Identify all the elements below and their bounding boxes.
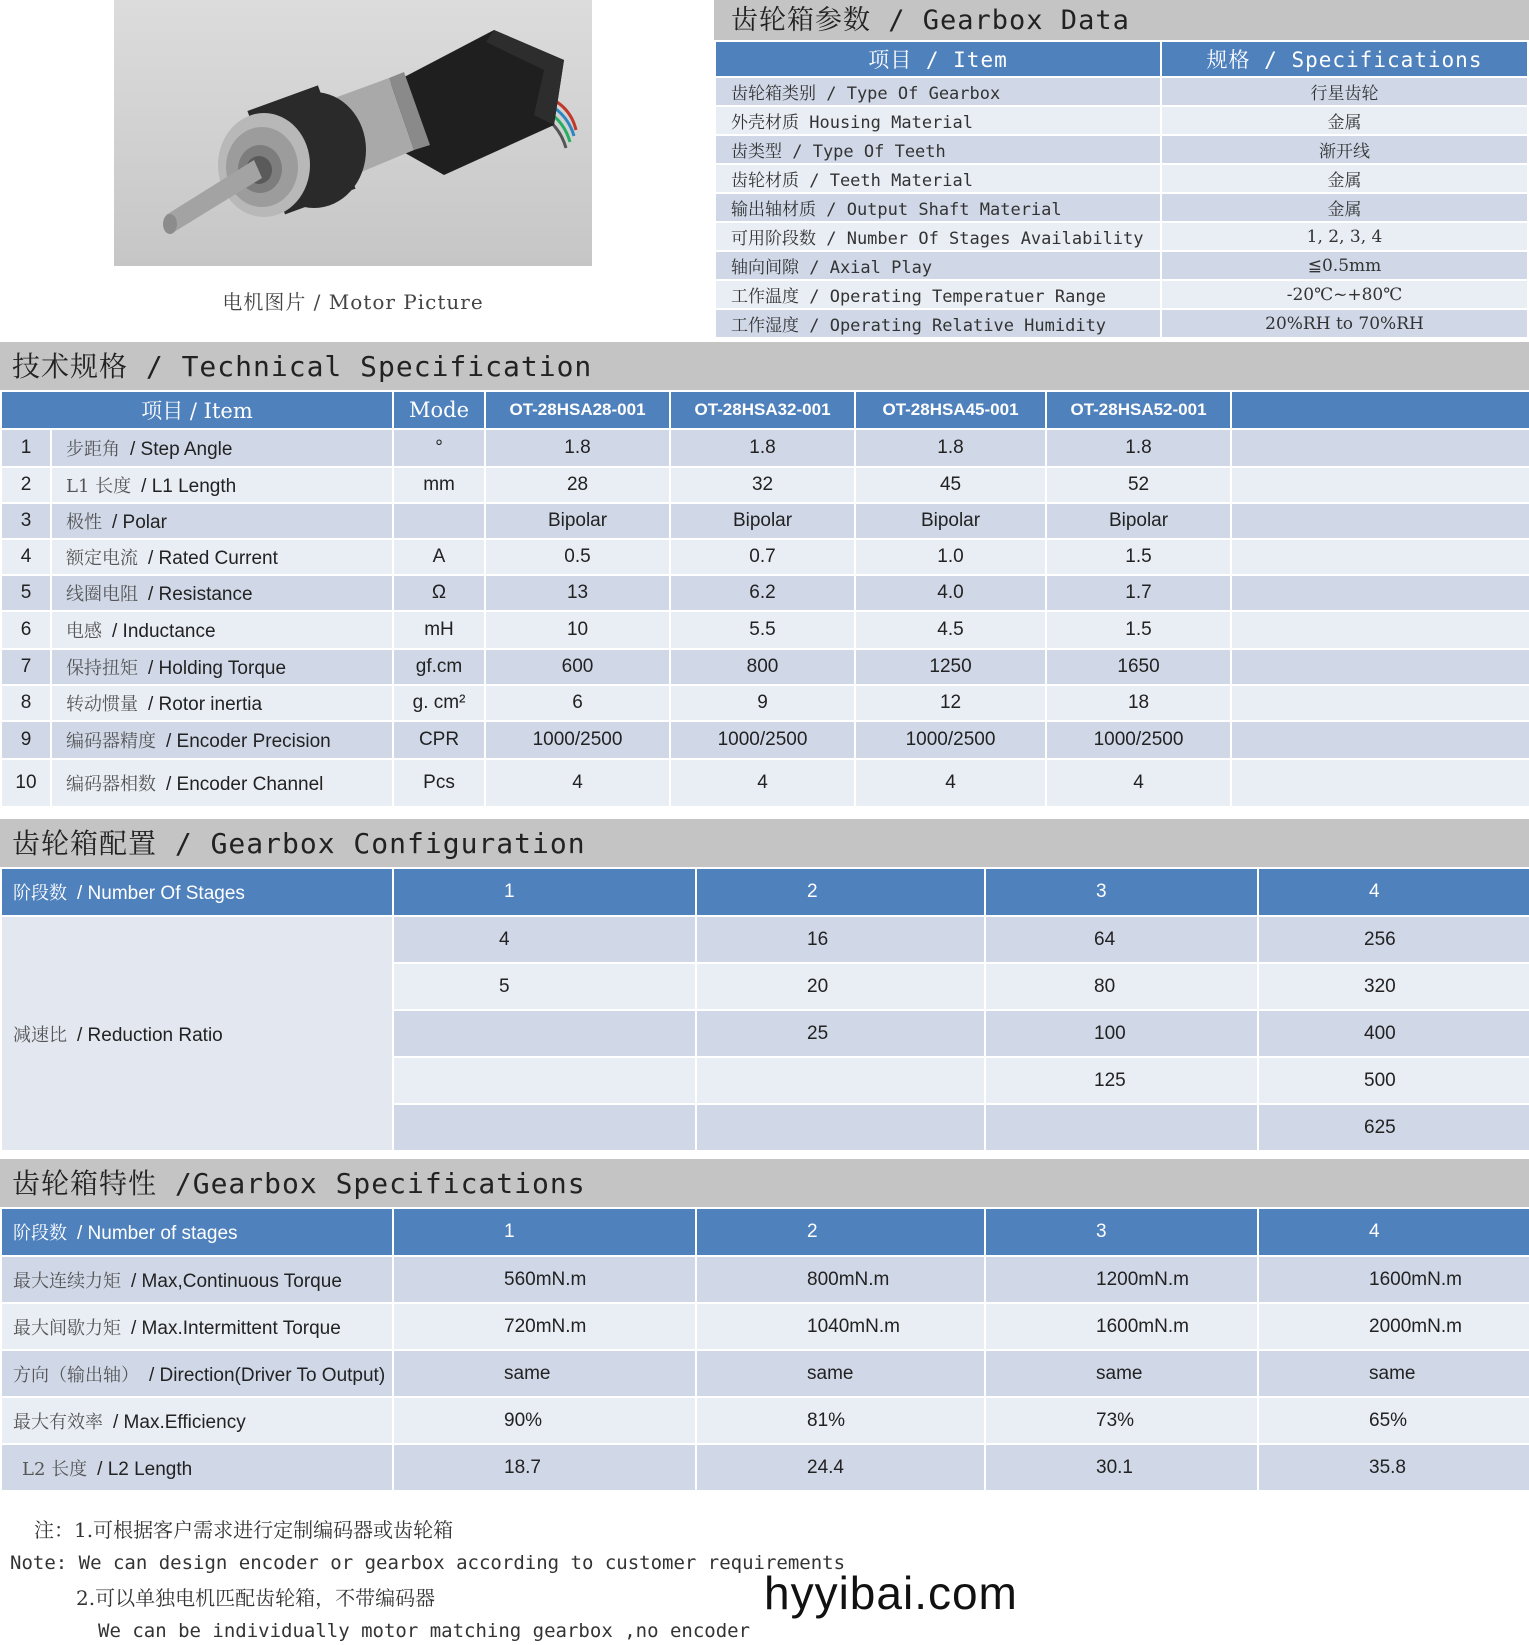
value-cell: 65% (1258, 1397, 1529, 1444)
value-cell: 52 (1046, 467, 1231, 503)
row-label (1, 1256, 393, 1303)
row-label (51, 721, 393, 759)
row-label-cn: 线圈电阻 (66, 584, 138, 605)
row-mode: gf.cm (393, 649, 485, 685)
value-cell: 4.5 (855, 611, 1046, 649)
row-label-en: / Direction(Driver To Output) (149, 1364, 386, 1386)
value-cell: 渐开线 (1161, 135, 1528, 164)
stages-label-en: / Number Of Stages (77, 883, 245, 904)
brand-watermark: hyyibai.com (764, 1567, 1018, 1619)
row-label-en: / Step Angle (130, 439, 233, 460)
stage-cell: 4 (1258, 1208, 1529, 1256)
ratio-label (1, 916, 393, 1151)
stage-cell: 1 (393, 868, 696, 916)
ratio-cell: 64 (985, 916, 1258, 963)
table-row (1, 1256, 1529, 1303)
table-row (715, 106, 1528, 135)
row-label (51, 467, 393, 503)
ratio-cell: 4 (393, 916, 696, 963)
row-label-en: / Polar (112, 512, 167, 533)
model-header: OT-28HSA28-001 (485, 391, 670, 429)
row-label (51, 575, 393, 611)
row-label (1, 1350, 393, 1397)
item-cell: 齿轮箱类别 / Type Of Gearbox (715, 77, 1161, 106)
row-label-en: / Max,Continuous Torque (131, 1270, 342, 1292)
value-cell: 金属 (1161, 106, 1528, 135)
stages-label (1, 868, 393, 916)
row-mode: CPR (393, 721, 485, 759)
value-cell: 600 (485, 649, 670, 685)
gearbox-data-title: 齿轮箱参数 / Gearbox Data (714, 0, 1529, 40)
value-cell: 4 (855, 759, 1046, 807)
row-label-cn: 最大连续力矩 (13, 1270, 121, 1292)
value-cell: 1000/2500 (855, 721, 1046, 759)
item-cell: 工作湿度 / Operating Relative Humidity (715, 309, 1161, 338)
empty-header (1231, 391, 1529, 429)
row-number: 9 (1, 721, 51, 759)
ratio-row (1, 916, 1529, 963)
table-row (1, 575, 1529, 611)
value-cell: 24.4 (696, 1444, 985, 1491)
stage-cell: 2 (696, 1208, 985, 1256)
value-cell: 18.7 (393, 1444, 696, 1491)
row-label (51, 539, 393, 575)
table-row (715, 222, 1528, 251)
value-cell: 1.8 (670, 429, 855, 467)
gearbox-config-title: 齿轮箱配置 / Gearbox Configuration (0, 819, 1529, 867)
ratio-cell (696, 1057, 985, 1104)
item-cell: 轴向间隙 / Axial Play (715, 251, 1161, 280)
value-cell: 45 (855, 467, 1046, 503)
gearbox-specs-title: 齿轮箱特性 /Gearbox Specifications (0, 1159, 1529, 1207)
row-label-cn: 额定电流 (66, 548, 138, 569)
stage-cell: 3 (985, 868, 1258, 916)
row-label-cn: L1 长度 (66, 476, 132, 497)
value-cell: 4 (485, 759, 670, 807)
gearbox-data-panel (714, 0, 1529, 339)
value-cell: Bipolar (1046, 503, 1231, 539)
row-label-en: / Max.Efficiency (113, 1411, 246, 1433)
item-cell: 工作温度 / Operating Temperatuer Range (715, 280, 1161, 309)
value-cell: same (985, 1350, 1258, 1397)
row-number: 3 (1, 503, 51, 539)
ratio-body (1, 916, 1529, 1151)
table-row (1, 759, 1529, 807)
row-number: 6 (1, 611, 51, 649)
empty-cell (1231, 685, 1529, 721)
value-cell: 4 (670, 759, 855, 807)
value-cell: 81% (696, 1397, 985, 1444)
empty-cell (1231, 575, 1529, 611)
row-number: 8 (1, 685, 51, 721)
row-label-en: / L2 Length (97, 1458, 193, 1480)
row-label-cn: 极性 (66, 512, 102, 533)
row-label-en: / Encoder Precision (166, 731, 331, 752)
ratio-cell: 16 (696, 916, 985, 963)
row-label (51, 649, 393, 685)
ratio-cell: 500 (1258, 1057, 1529, 1104)
value-cell: 1.8 (485, 429, 670, 467)
ratio-cell: 320 (1258, 963, 1529, 1010)
empty-cell (1231, 721, 1529, 759)
row-label-cn: 电感 (66, 621, 102, 642)
value-cell: 1000/2500 (670, 721, 855, 759)
ratio-cell: 625 (1258, 1104, 1529, 1151)
value-cell: 行星齿轮 (1161, 77, 1528, 106)
value-cell: 1.0 (855, 539, 1046, 575)
table-row (715, 135, 1528, 164)
row-mode: Ω (393, 575, 485, 611)
note-line-2: Note: We can design encoder or gearbox according to customer requirements (10, 1552, 846, 1574)
tech-mode-header: Mode (393, 391, 485, 429)
value-cell: -20℃~+80℃ (1161, 280, 1528, 309)
item-cell: 外壳材质 Housing Material (715, 106, 1161, 135)
stage-cell: 1 (393, 1208, 696, 1256)
row-number: 7 (1, 649, 51, 685)
col-item-header: 项目 / Item (715, 41, 1161, 77)
value-cell: 1.5 (1046, 611, 1231, 649)
value-cell: 90% (393, 1397, 696, 1444)
table-row (1, 685, 1529, 721)
table-row (1, 1350, 1529, 1397)
model-header: OT-28HSA32-001 (670, 391, 855, 429)
specs-stages-label-cn: 阶段数 (13, 1223, 67, 1244)
table-row (1, 467, 1529, 503)
value-cell: 1250 (855, 649, 1046, 685)
value-cell: 6.2 (670, 575, 855, 611)
row-label-cn: 转动惯量 (66, 694, 138, 715)
item-cell: 输出轴材质 / Output Shaft Material (715, 193, 1161, 222)
row-label (1, 1397, 393, 1444)
value-cell: 800 (670, 649, 855, 685)
value-cell: 720mN.m (393, 1303, 696, 1350)
row-label-cn: 方向（输出轴） (13, 1364, 139, 1386)
row-label (51, 759, 393, 807)
ratio-cell: 400 (1258, 1010, 1529, 1057)
value-cell: 560mN.m (393, 1256, 696, 1303)
row-label (1, 1303, 393, 1350)
table-row (715, 77, 1528, 106)
value-cell: 18 (1046, 685, 1231, 721)
empty-cell (1231, 539, 1529, 575)
empty-cell (1231, 649, 1529, 685)
row-label-cn: 步距角 (66, 439, 120, 460)
row-label-en: / L1 Length (141, 476, 237, 497)
value-cell: 4.0 (855, 575, 1046, 611)
item-cell: 可用阶段数 / Number Of Stages Availability (715, 222, 1161, 251)
row-label (1, 1444, 393, 1491)
row-label (51, 503, 393, 539)
specs-stages-label-en: / Number of stages (77, 1223, 238, 1244)
row-label-en: / Max.Intermittent Torque (131, 1317, 341, 1339)
row-label-en: / Rotor inertia (148, 694, 263, 715)
note-line-3: 2.可以单独电机匹配齿轮箱，不带编码器 (76, 1586, 436, 1610)
ratio-cell: 256 (1258, 916, 1529, 963)
gearbox-data-table (714, 40, 1529, 339)
empty-cell (1231, 429, 1529, 467)
gearbox-config-table (0, 867, 1529, 1152)
row-label-cn: L2 长度 (22, 1458, 88, 1480)
tech-item-header: 项目 / Item (1, 391, 393, 429)
value-cell: Bipolar (485, 503, 670, 539)
value-cell: 1000/2500 (485, 721, 670, 759)
item-cell: 齿类型 / Type Of Teeth (715, 135, 1161, 164)
row-label-en: / Encoder Channel (166, 774, 324, 795)
tech-spec-table (0, 390, 1529, 808)
row-label-cn: 保持扭矩 (66, 658, 138, 679)
note-line-1: 注：1.可根据客户需求进行定制编码器或齿轮箱 (34, 1518, 454, 1542)
table-row (1, 649, 1529, 685)
col-spec-header: 规格 / Specifications (1161, 41, 1528, 77)
ratio-cell (985, 1104, 1258, 1151)
stage-cell: 3 (985, 1208, 1258, 1256)
ratio-cell: 100 (985, 1010, 1258, 1057)
row-mode: ° (393, 429, 485, 467)
value-cell: 30.1 (985, 1444, 1258, 1491)
row-label-en: / Resistance (148, 584, 253, 605)
value-cell: 1600mN.m (1258, 1256, 1529, 1303)
table-row (1, 503, 1529, 539)
row-mode: g. cm² (393, 685, 485, 721)
value-cell: ≦0.5mm (1161, 251, 1528, 280)
row-mode: mm (393, 467, 485, 503)
specs-body (1, 1256, 1529, 1491)
value-cell: Bipolar (855, 503, 1046, 539)
row-number: 2 (1, 467, 51, 503)
value-cell: same (393, 1350, 696, 1397)
table-row (1, 429, 1529, 467)
value-cell: 800mN.m (696, 1256, 985, 1303)
table-row (715, 164, 1528, 193)
value-cell: 35.8 (1258, 1444, 1529, 1491)
model-header: OT-28HSA45-001 (855, 391, 1046, 429)
empty-cell (1231, 759, 1529, 807)
value-cell: same (696, 1350, 985, 1397)
row-label-cn: 编码器相数 (66, 774, 156, 795)
table-row (715, 280, 1528, 309)
ratio-cell (696, 1104, 985, 1151)
empty-cell (1231, 467, 1529, 503)
value-cell: 0.7 (670, 539, 855, 575)
ratio-cell (393, 1057, 696, 1104)
table-row (1, 721, 1529, 759)
stages-label-cn: 阶段数 (13, 883, 67, 904)
photo-caption: 电机图片 / Motor Picture (222, 290, 484, 314)
ratio-cell: 5 (393, 963, 696, 1010)
row-label (51, 429, 393, 467)
stages-row (1, 868, 1529, 916)
row-mode: A (393, 539, 485, 575)
value-cell: 20%RH to 70%RH (1161, 309, 1528, 338)
item-cell: 齿轮材质 / Teeth Material (715, 164, 1161, 193)
ratio-cell: 25 (696, 1010, 985, 1057)
value-cell: 12 (855, 685, 1046, 721)
row-mode (393, 503, 485, 539)
row-label-en: / Rated Current (148, 548, 278, 569)
empty-cell (1231, 611, 1529, 649)
value-cell: 4 (1046, 759, 1231, 807)
tech-spec-title: 技术规格 / Technical Specification (0, 342, 1529, 390)
note-line-4: We can be individually motor matching gearbox ,no encoder (98, 1620, 751, 1642)
ratio-cell (393, 1010, 696, 1057)
table-row (1, 539, 1529, 575)
value-cell: 73% (985, 1397, 1258, 1444)
table-row (715, 193, 1528, 222)
value-cell: 1.8 (855, 429, 1046, 467)
table-row (715, 309, 1528, 338)
motor-photo (114, 0, 592, 266)
row-number: 5 (1, 575, 51, 611)
value-cell: 32 (670, 467, 855, 503)
value-cell: 1200mN.m (985, 1256, 1258, 1303)
row-number: 4 (1, 539, 51, 575)
value-cell: 5.5 (670, 611, 855, 649)
ratio-cell: 80 (985, 963, 1258, 1010)
ratio-cell: 20 (696, 963, 985, 1010)
row-label (51, 685, 393, 721)
stage-cell: 4 (1258, 868, 1529, 916)
value-cell: 1.7 (1046, 575, 1231, 611)
row-label-en: / Inductance (112, 621, 216, 642)
row-label-cn: 最大间歇力矩 (13, 1317, 121, 1339)
value-cell: 1600mN.m (985, 1303, 1258, 1350)
table-row (1, 611, 1529, 649)
table-row (1, 1444, 1529, 1491)
value-cell: 2000mN.m (1258, 1303, 1529, 1350)
stage-cell: 2 (696, 868, 985, 916)
stepper-motor-image (114, 0, 592, 266)
row-label-cn: 编码器精度 (66, 731, 156, 752)
value-cell: 1.8 (1046, 429, 1231, 467)
value-cell: Bipolar (670, 503, 855, 539)
gearbox-specs-table (0, 1207, 1529, 1492)
value-cell: 1.5 (1046, 539, 1231, 575)
row-label (51, 611, 393, 649)
value-cell: 1040mN.m (696, 1303, 985, 1350)
row-label-en: / Holding Torque (148, 658, 287, 679)
row-number: 10 (1, 759, 51, 807)
value-cell: 10 (485, 611, 670, 649)
ratio-label-cn: 减速比 (13, 1024, 67, 1046)
empty-cell (1231, 503, 1529, 539)
ratio-label-en: / Reduction Ratio (77, 1024, 223, 1046)
value-cell: 9 (670, 685, 855, 721)
value-cell: 28 (485, 467, 670, 503)
value-cell: 金属 (1161, 193, 1528, 222)
row-mode: Pcs (393, 759, 485, 807)
ratio-cell: 125 (985, 1057, 1258, 1104)
table-row (1, 1397, 1529, 1444)
ratio-cell (393, 1104, 696, 1151)
value-cell: 13 (485, 575, 670, 611)
specs-stages-row (1, 1208, 1529, 1256)
value-cell: 1650 (1046, 649, 1231, 685)
value-cell: 0.5 (485, 539, 670, 575)
value-cell: same (1258, 1350, 1529, 1397)
row-label-cn: 最大有效率 (13, 1411, 103, 1433)
value-cell: 6 (485, 685, 670, 721)
table-row (715, 251, 1528, 280)
tech-spec-body (1, 429, 1529, 807)
value-cell: 金属 (1161, 164, 1528, 193)
value-cell: 1, 2, 3, 4 (1161, 222, 1528, 251)
table-row (1, 1303, 1529, 1350)
row-number: 1 (1, 429, 51, 467)
value-cell: 1000/2500 (1046, 721, 1231, 759)
specs-stages-label (1, 1208, 393, 1256)
model-header: OT-28HSA52-001 (1046, 391, 1231, 429)
row-mode: mH (393, 611, 485, 649)
